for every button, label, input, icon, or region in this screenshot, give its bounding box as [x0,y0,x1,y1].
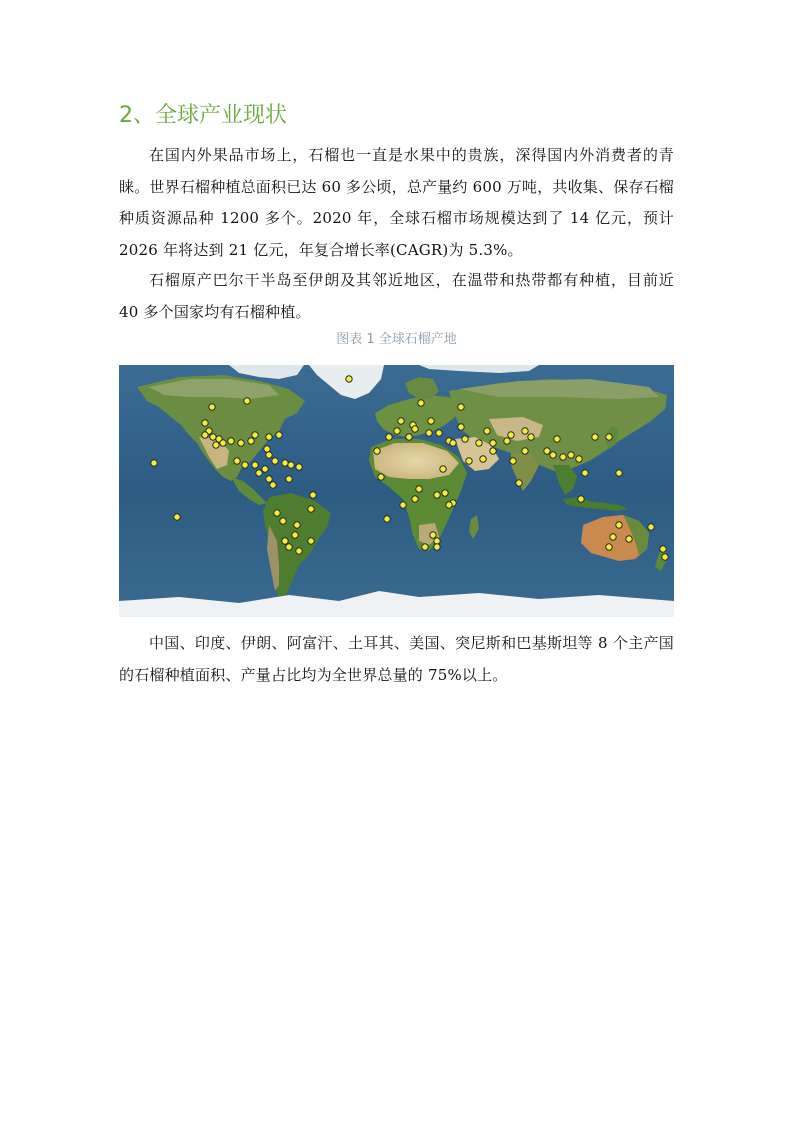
body-paragraph-main-producers: 中国、印度、伊朗、阿富汗、土耳其、美国、突尼斯和巴基斯坦等 8 个主产国的石榴种植面积、产量占比均为全世界总量的 75%以上。 [119,634,674,684]
world-map-figure [119,365,674,617]
body-paragraph-market: 在国内外果品市场上，石榴也一直是水果中的贵族，深得国内外消费者的青睐。世界石榴种植总面积已达 60 多公顷，总产量约 600 万吨，共收集、保存石榴种质资源品种 1200 多个。2020 年，全球石榴市场规模达到了 14 亿元，预计 2026 年将达到 21 亿元，年复合增长率(CAGR)为 5.3%。 [119,146,674,259]
body-paragraph-origin: 石榴原产巴尔干半岛至伊朗及其邻近地区，在温带和热带都有种植，目前近 40 多个国家均有石榴种植。 [119,271,674,321]
section-heading: 2、全球产业现状 [119,103,287,128]
figure-caption: 图表 1 全球石榴产地 [336,332,457,347]
world-map-image [119,365,674,617]
